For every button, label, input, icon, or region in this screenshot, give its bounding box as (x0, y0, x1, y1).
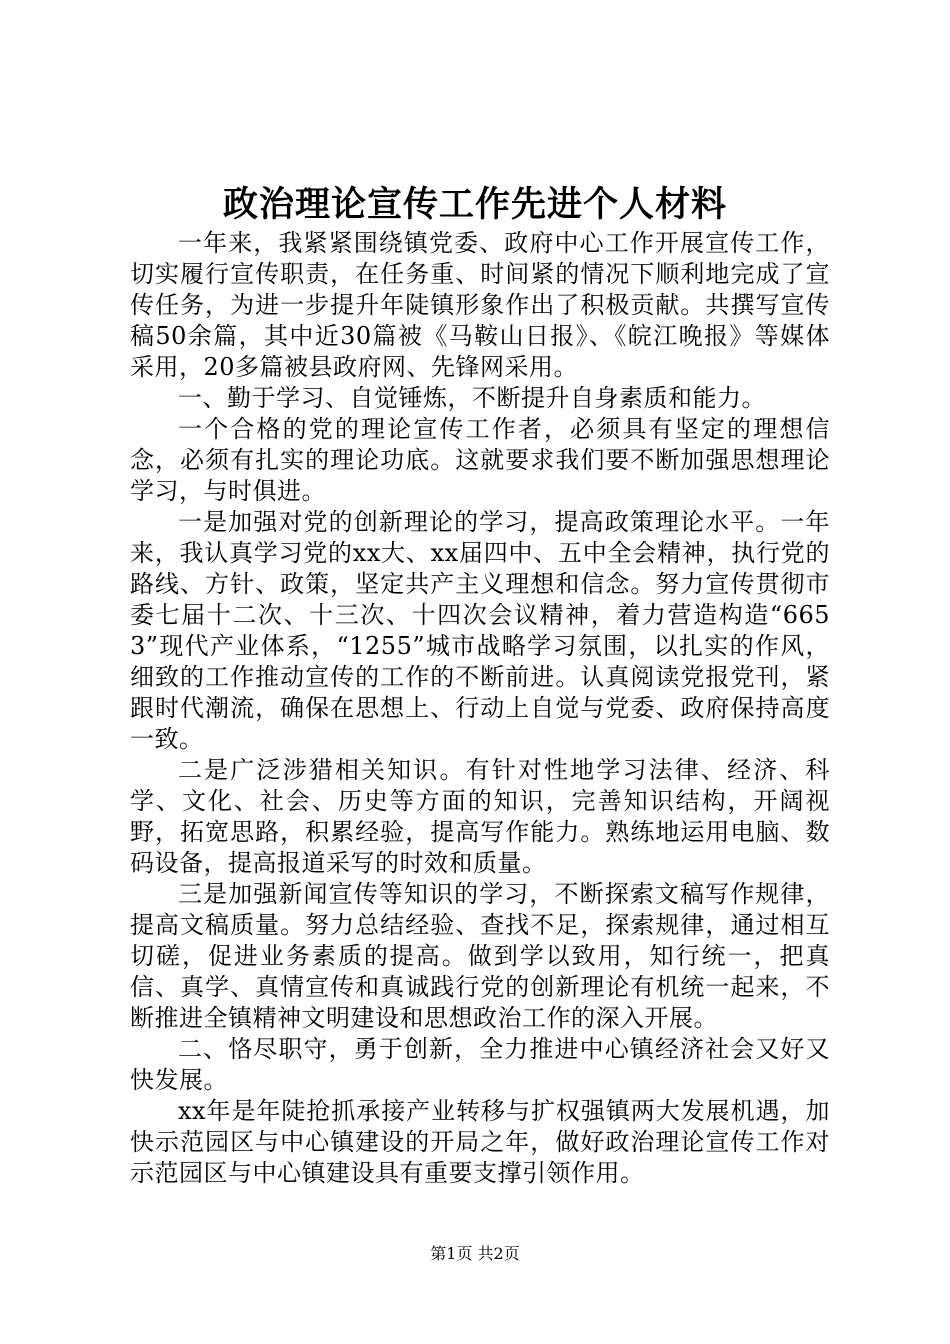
paragraph-point-2: 二是广泛涉猎相关知识。有针对性地学习法律、经济、科学、文化、社会、历史等方面的知识，完善知识结构，开阔视野，拓宽思路，积累经验，提高写作能力。熟练地运用电脑、数码设备，提高报道采写的时效和质量。 (130, 756, 830, 877)
section-heading-1: 一、勤于学习、自觉锤炼，不断提升自身素质和能力。 (178, 384, 766, 412)
paragraph-point-1: 一是加强对党的创新理论的学习，提高政策理论水平。一年来，我认真学习党的xx大、xx届四中、五中全会精神，执行党的路线、方针、政策，坚定共产主义理想和信念。努力宣传贯彻市委七届十二次、十三次、十四次会议精神，着力营造构造“6653”现代产业体系，“1255”城市战略学习氛围，以扎实的作风，细致的工作推动宣传的工作的不断前进。认真阅读党报党刊，紧跟时代潮流，确保在思想上、行动上自觉与党委、政府保持高度一致。 (130, 508, 830, 753)
document-title: 政治理论宣传工作先进个人材料 (222, 184, 727, 225)
paragraph-intro: 一年来，我紧紧围绕镇党委、政府中心工作开展宣传工作，切实履行宣传职责，在任务重、时间紧的情况下顺利地完成了宣传任务，为进一步提升年陡镇形象作出了积极贡献。共撰写宣传稿50余篇，其中近30篇被《马鞍山日报》、《皖江晚报》等媒体采用，20多篇被县政府网、先锋网采用。 (130, 229, 830, 381)
paragraph-section-2-intro: xx年是年陡抢抓承接产业转移与扩权强镇两大发展机遇，加快示范园区与中心镇建设的开局之年，做好政治理论宣传工作对示范园区与中心镇建设具有重要支撑引领作用。 (130, 1097, 830, 1187)
paragraph-point-3: 三是加强新闻宣传等知识的学习，不断探索文稿写作规律，提高文稿质量。努力总结经验、查找不足，探索规律，通过相互切磋，促进业务素质的提高。做到学以致用，知行统一，把真信、真学、真情宣传和真诚践行党的创新理论有机统一起来，不断推进全镇精神文明建设和思想政治工作的深入开展。 (130, 880, 830, 1032)
section-heading-2: 二、恪尽职守，勇于创新，全力推进中心镇经济社会又好又快发展。 (130, 1035, 830, 1094)
paragraph-section-1-intro: 一个合格的党的理论宣传工作者，必须具有坚定的理想信念，必须有扎实的理论功底。这就要求我们要不断加强思想理论学习，与时俱进。 (130, 415, 830, 505)
page-number-footer: 第1页 共2页 (430, 1244, 520, 1263)
document-body (130, 228, 830, 1189)
